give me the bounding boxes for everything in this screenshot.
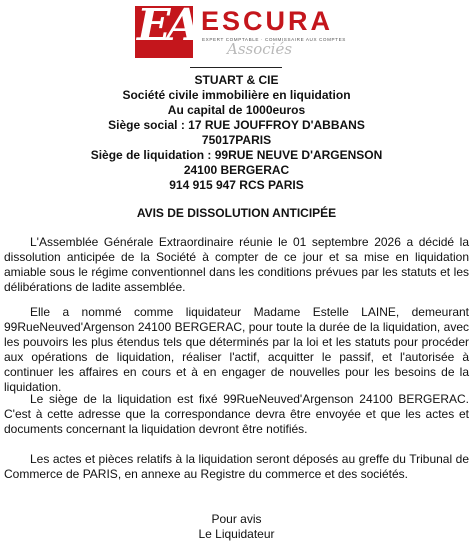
rcs-number: 914 915 947 RCS PARIS [169, 178, 304, 192]
registered-office-line1: Siège social : 17 RUE JOUFFROY D'ABBANS [108, 118, 365, 132]
paragraph-liquidation-seat: Le siège de la liquidation est fixé 99RueNeuved'Argenson 24100 BERGERAC. C'est à cette adresse que la correspondance devra être envoyée et que les actes et documents concernant la liquidation devront être notifiés. [4, 392, 469, 436]
liquidation-seat-line1: Siège de liquidation : 99RUE NEUVE D'ARGENSON [90, 148, 383, 162]
closing-signatory: Le Liquidateur [198, 527, 275, 541]
company-logo [135, 0, 346, 58]
header-divider [190, 67, 282, 68]
logo-script: Associés [227, 40, 293, 58]
logo-tagline: EXPERT COMPTABLE · COMMISSAIRE AUX COMPTES [202, 37, 346, 42]
company-form: Société civile immobilière en liquidation [122, 88, 351, 102]
logo-mark [135, 0, 197, 58]
logo-name: ESCURA [201, 6, 334, 36]
paragraph-liquidator: Elle a nommé comme liquidateur Madame Estelle LAINE, demeurant 99RueNeuved'Argenson 24100 BERGERAC, pour toute la durée de la liquidation, avec les pouvoirs les plus étendus tels que déterminés par la loi et les statuts pour procéder aux opérations de liquidation, réaliser l'actif, acquitter le passif, et l'autorisée à continuer les affaires en cours et à en engager de nouvelles pour les besoins de la liquidation. [4, 305, 469, 394]
registered-office-line2: 75017PARIS [201, 133, 272, 147]
closing-block [0, 512, 473, 542]
paragraph-dissolution: L'Assemblée Générale Extraordinaire réunie le 01 septembre 2026 a décidé la dissolution anticipée de la Société à compter de ce jour et sa mise en liquidation amiable sous le régime conventionnel dans les conditions prévues par les statuts et les délibérations de ladite assemblée. [4, 235, 469, 294]
logo-mark-text: EA [137, 0, 197, 51]
company-capital: Au capital de 1000euros [167, 103, 306, 117]
notice-title: AVIS DE DISSOLUTION ANTICIPÉE [136, 206, 337, 220]
paragraph-filing: Les actes et pièces relatifs à la liquidation seront déposés au greffe du Tribunal de Commerce de PARIS, en annexe au Registre du commerce et des sociétés. [4, 452, 469, 481]
liquidation-seat-line2: 24100 BERGERAC [183, 163, 290, 177]
closing-line1: Pour avis [211, 512, 262, 526]
company-header [0, 73, 473, 193]
company-name: STUART & CIE [194, 73, 279, 87]
